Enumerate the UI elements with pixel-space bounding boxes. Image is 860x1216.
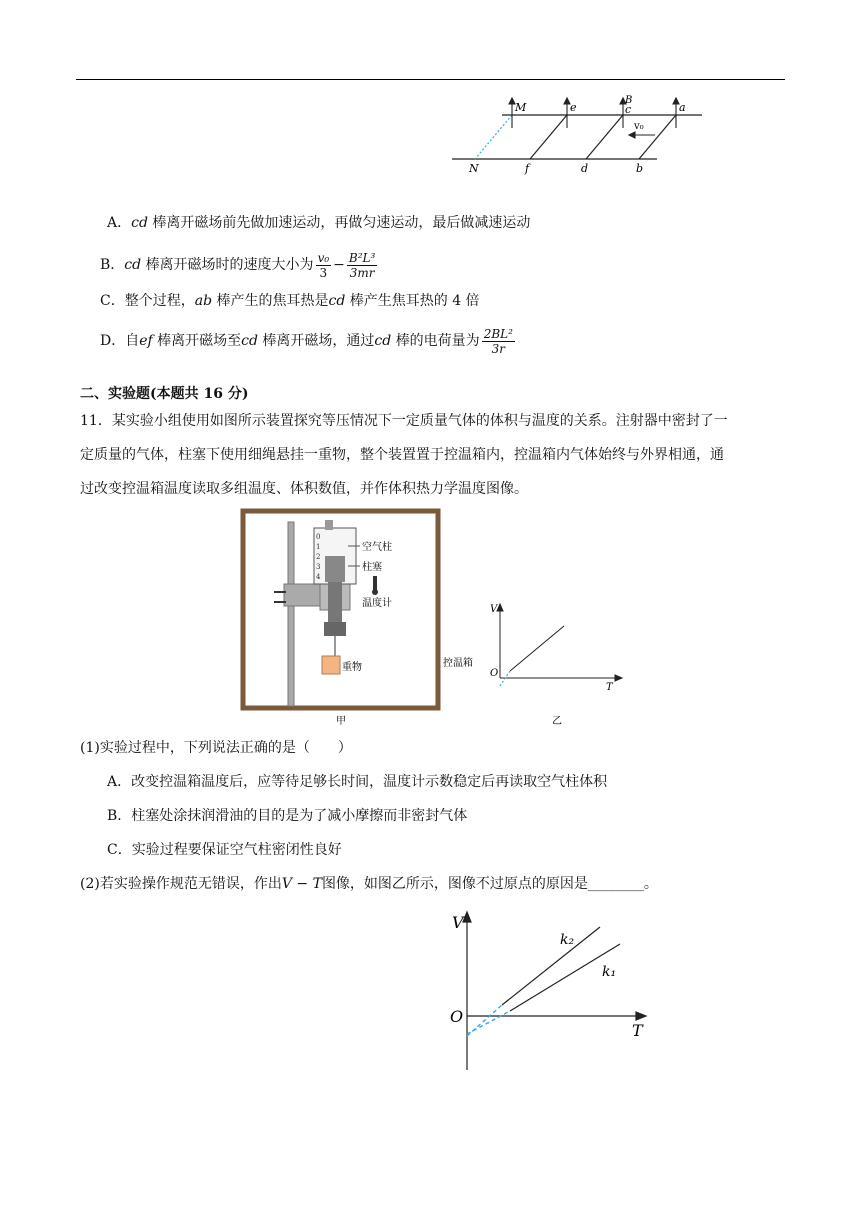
q11-line-3: 过改变控温箱温度读取多组温度、体积数值，并作体积热力学温度图像。 bbox=[80, 481, 528, 497]
scale-3: 3 bbox=[316, 563, 321, 571]
small-graph-v: V bbox=[490, 604, 498, 615]
label-thermometer: 温度计 bbox=[362, 598, 392, 609]
graph2-k2: k₂ bbox=[560, 932, 575, 948]
caption-yi: 乙 bbox=[552, 716, 562, 727]
scale-2: 2 bbox=[316, 553, 321, 561]
small-graph-o: O bbox=[490, 668, 499, 679]
q10-option-d: D．自ef 棒离开磁场至cd 棒离开磁场，通过cd 棒的电荷量为 $\frac{\text{2BL²}}{3r}$ bbox=[100, 326, 513, 356]
label-d: d bbox=[581, 162, 589, 175]
q10-option-c: C．整个过程，ab 棒产生的焦耳热是cd 棒产生焦耳热的 4 倍 bbox=[100, 293, 480, 309]
scale-4: 4 bbox=[316, 573, 321, 581]
label-weight: 重物 bbox=[342, 662, 362, 673]
label-air-column: 空气柱 bbox=[362, 542, 392, 553]
apparatus-figure bbox=[240, 508, 650, 730]
graph2-o: O bbox=[450, 1007, 464, 1026]
sub2-stem: (2)若实验操作规范无错误，作出V − T图像，如图乙所示，图像不过原点的原因是________。 bbox=[80, 876, 658, 892]
q11-line-1: 11．某实验小组使用如图所示装置探究等压情况下一定质量气体的体积与温度的关系。注射器中密封了一 bbox=[80, 413, 728, 429]
label-M: M bbox=[515, 101, 527, 114]
label-c: c bbox=[625, 103, 632, 116]
sub1-option-a: A．改变控温箱温度后，应等待足够长时间，温度计示数稳定后再读取空气柱体积 bbox=[107, 774, 608, 790]
label-v0: v₀ bbox=[634, 121, 644, 132]
vt-graph-k1-k2 bbox=[440, 908, 660, 1078]
sub1-stem: (1)实验过程中，下列说法正确的是（ ） bbox=[80, 740, 352, 756]
label-N: N bbox=[469, 162, 479, 175]
label-box: 控温箱 bbox=[443, 658, 473, 669]
rails-rods-figure bbox=[440, 88, 720, 180]
section-title: 二、实验题(本题共 16 分) bbox=[80, 386, 249, 402]
label-plunger: 柱塞 bbox=[362, 562, 382, 573]
label-f: f bbox=[525, 162, 530, 175]
graph2-k1: k₁ bbox=[602, 964, 617, 980]
q10-option-b: B．cd 棒离开磁场时的速度大小为 $\frac{\text{v₀}}{3}$ − $\frac{\text{B²L³}}{3mr}$ bbox=[100, 250, 376, 280]
label-B: B bbox=[625, 95, 633, 106]
header-rule bbox=[76, 79, 785, 80]
sub1-option-c: C．实验过程要保证空气柱密闭性良好 bbox=[107, 842, 342, 858]
q10-option-a: A．cd 棒离开磁场前先做加速运动，再做匀速运动，最后做减速运动 bbox=[107, 215, 531, 231]
caption-jia: 甲 bbox=[336, 716, 346, 727]
label-a: a bbox=[679, 101, 686, 114]
scale-0: 0 bbox=[316, 533, 321, 541]
sub1-option-b: B．柱塞处涂抹润滑油的目的是为了减小摩擦而非密封气体 bbox=[107, 808, 468, 824]
graph2-v: V bbox=[452, 913, 464, 932]
small-graph-t: T bbox=[606, 682, 613, 693]
scale-1: 1 bbox=[316, 543, 321, 551]
graph2-t: T bbox=[632, 1021, 643, 1040]
label-b: b bbox=[636, 162, 644, 175]
label-e: e bbox=[570, 101, 577, 114]
q11-line-2: 定质量的气体，柱塞下使用细绳悬挂一重物，整个装置置于控温箱内，控温箱内气体始终与外界相通，通 bbox=[80, 447, 724, 463]
